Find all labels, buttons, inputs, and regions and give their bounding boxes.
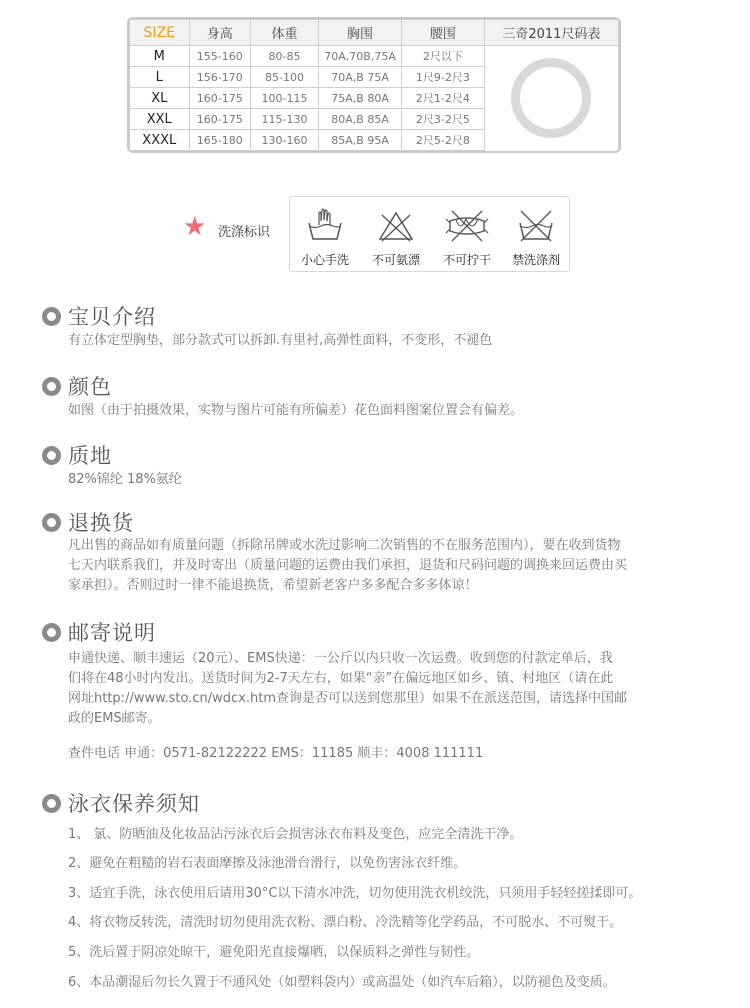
section-color-body [68,401,718,421]
circle-bullet-icon [42,623,61,642]
wash-item-label: 不可氨漂 [371,253,420,267]
bust-cell: 70A,B 75A [319,67,402,88]
section-intro-heading [42,301,156,331]
weight-cell: 115-130 [250,109,318,130]
header-height: 身高 [189,20,250,46]
circle-bullet-icon [42,513,61,532]
wash-item-label: 小心手洗 [300,253,349,267]
section-returns-heading [42,507,134,537]
wash-item [432,205,502,268]
body-line: 如图（由于拍摄效果，实物与图片可能有所偏差）花色面料图案位置会有偏差。 [68,403,524,418]
height-cell: 155-160 [189,46,250,67]
bust-cell: 75A,B 80A [319,88,402,109]
header-brand-chart: 三奇2011尺码表 [484,20,618,46]
circle-bullet-icon [42,794,61,813]
body-line: 家承担）。否则过时一律不能退换货，希望新老客户多多配合多多体谅！ [68,578,478,593]
body-line: 申通快递、顺丰速运（20元）、EMS快递：一公斤以内只收一次运费。收到您的付款定单后，我 [68,651,613,666]
waist-cell: 2尺1-2尺4 [401,88,484,109]
bust-cell: 70A,70B,75A [319,46,402,67]
size-chart [127,17,621,153]
hand-wash-icon [305,205,345,245]
body-line: 们将在48小时内发出。送货时间为2-7天左右，如果“亲”在偏远地区如乡、镇、村地区（请在此 [68,671,614,686]
circle-bullet-icon [42,377,61,396]
care-item: 5、洗后置于阴凉处晾干，避免阳光直接爆晒，以保质料之弹性与韧性。 [68,945,480,960]
shipping-phone-line [68,744,718,764]
section-title: 泳衣保养须知 [68,792,200,816]
header-size: SIZE [130,20,190,46]
care-item: 6、本品潮湿后勿长久置于不通风处（如塑料袋内）或高温处（如汽车后箱），以防褪色及变质。 [68,975,616,990]
size-cell: XXL [130,109,190,130]
waist-cell: 2尺以下 [401,46,484,67]
wash-item-label: 不可拧干 [442,253,491,267]
weight-cell: 130-160 [250,130,318,151]
care-item: 3、适宜手洗，泳衣使用后请用30°C以下清水冲洗，切勿使用洗衣机绞洗，只须用手轻轻搓揉即可。 [68,886,642,901]
bust-cell: 80A,B 85A [319,109,402,130]
waist-cell: 2尺5-2尺8 [401,130,484,151]
care-item: 1、 氯、防晒油及化妆品沾污泳衣后会损害泳衣布料及变色，应完全清洗干净。 [68,827,523,842]
section-title: 质地 [68,444,112,468]
body-line: 网址http://www.sto.cn/wdcx.htm查询是否可以送到您那里）如果不在派送范围，请选择中国邮 [68,691,628,706]
section-color-heading [42,371,112,401]
care-item: 2、避免在粗糙的岩石表面摩擦及泳池滑台滑行，以免伤害泳衣纤维。 [68,856,467,871]
body-line: 82%锦纶 18%氨纶 [68,472,182,487]
weight-cell: 85-100 [250,67,318,88]
body-line: 七天内联系我们，并及时寄出（质量问题的运费由我们承担，退货和尺码问题的调换来回运费由买 [68,558,628,573]
ring-logo-icon [511,58,591,138]
circle-bullet-icon [42,307,61,326]
section-shipping-heading [42,617,156,647]
table-row [130,46,619,67]
no-detergent-icon [516,205,556,245]
header-waist: 腰围 [401,20,484,46]
size-table [129,19,619,151]
section-material-body [68,470,718,490]
section-title: 退换货 [68,511,134,535]
height-cell: 160-175 [189,88,250,109]
wash-item [290,205,360,268]
section-returns-body [68,536,718,596]
size-cell: L [130,67,190,88]
header-bust: 胸围 [319,20,402,46]
wash-item [361,205,431,268]
wash-item [501,205,571,268]
wash-item-label: 禁洗涤剂 [511,253,560,267]
bust-cell: 85A,B 95A [319,130,402,151]
weight-cell: 80-85 [250,46,318,67]
weight-cell: 100-115 [250,88,318,109]
height-cell: 160-175 [189,109,250,130]
body-line: 凡出售的商品如有质量问题（拆除吊牌或水洗过影响二次销售的不在服务范围内），要在收到货物 [68,538,621,553]
wash-label-title: 洗涤标识 [218,225,271,240]
ring-cell [484,46,618,151]
height-cell: 165-180 [189,130,250,151]
section-shipping-body [68,649,718,729]
no-bleach-icon [376,205,416,245]
size-cell: XXXL [130,130,190,151]
header-weight: 体重 [250,20,318,46]
section-title: 宝贝介绍 [68,305,156,329]
care-item: 4、将衣物反转洗，清洗时切勿使用洗衣粉、漂白粉、冷洗精等化学药品，不可脱水、不可熨干。 [68,915,623,930]
waist-cell: 1尺9-2尺3 [401,67,484,88]
size-cell: M [130,46,190,67]
size-cell: XL [130,88,190,109]
section-care-heading [42,788,200,818]
body-line: 查件电话 申通：0571-82122222 EMS：11185 顺丰：4008 111111 [68,746,484,761]
section-title: 邮寄说明 [68,621,156,645]
body-line: 有立体定型胸垫，部分款式可以拆卸.有里衬,高弹性面料，不变形，不褪色 [68,333,493,348]
no-wring-icon [444,205,490,245]
star-icon: ★ [183,212,207,242]
circle-bullet-icon [42,446,61,465]
body-line: 政的EMS邮寄。 [68,711,161,726]
wash-symbols-panel [289,196,570,272]
section-title: 颜色 [68,375,112,399]
size-table-header-row [130,20,619,46]
section-material-heading [42,440,112,470]
section-intro-body [68,331,718,351]
height-cell: 156-170 [189,67,250,88]
waist-cell: 2尺3-2尺5 [401,109,484,130]
